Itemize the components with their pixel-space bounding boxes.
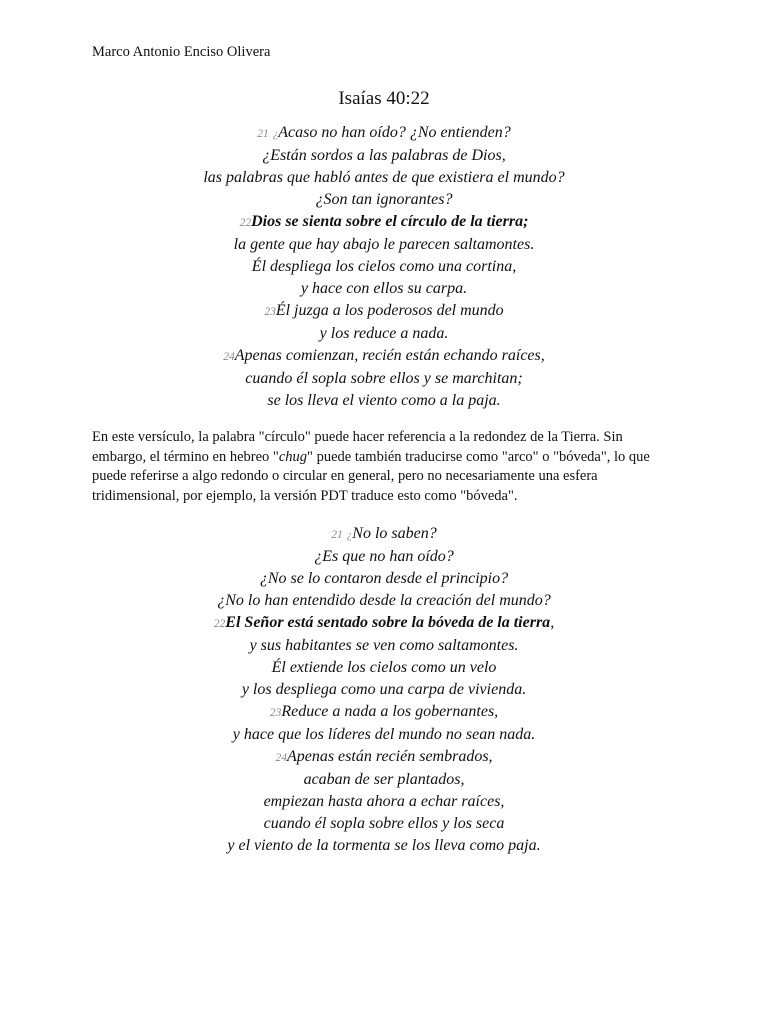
passage-2-line-1	[0, 523, 768, 546]
passage-2-line-15: y el viento de la tormenta se los lleva como paja.	[227, 837, 541, 854]
passage-2-line-5	[0, 612, 768, 635]
passage-1-line-8: y hace con ellos su carpa.	[300, 280, 468, 297]
highlighted-verse-text: Dios se sienta sobre el círculo de la tierra;	[251, 213, 529, 230]
passage-2-line-6: y sus habitantes se ven como saltamontes.	[249, 637, 519, 654]
verse-punctuation: ,	[550, 614, 555, 631]
passage-1-line-13: se los lleva el viento como a la paja.	[267, 392, 501, 409]
passage-1-line-6: la gente que hay abajo le parecen saltamontes.	[233, 236, 535, 253]
verse-text: No lo saben?	[352, 525, 437, 542]
passage-1-line-9	[0, 300, 768, 323]
passage-1-line-3: las palabras que habló antes de que existiera el mundo?	[203, 169, 565, 186]
verse-number-23: 23	[269, 707, 282, 719]
verse-number-24: 24	[223, 351, 235, 363]
author-name: Marco Antonio Enciso Olivera	[92, 44, 271, 60]
verse-text: Reduce a nada a los gobernantes,	[281, 703, 499, 720]
passage-1	[0, 122, 768, 412]
passage-1-line-1	[0, 122, 768, 145]
page-title: Isaías 40:22	[338, 88, 430, 109]
commentary-paragraph	[92, 428, 672, 506]
passage-2-line-2: ¿Es que no han oído?	[314, 548, 454, 565]
verse-number-22: 22	[213, 618, 226, 630]
passage-2-line-10: y hace que los líderes del mundo no sean nada.	[232, 726, 536, 743]
verse-text: Apenas están recién sembrados,	[286, 748, 493, 765]
passage-1-line-5	[0, 211, 768, 234]
highlighted-verse-text: El Señor está sentado sobre la bóveda de la tierra	[225, 614, 551, 631]
passage-2-line-4: ¿No lo han entendido desde la creación del mundo?	[217, 592, 551, 609]
passage-1-line-11	[0, 345, 768, 368]
passage-2-line-8: y los despliega como una carpa de vivienda.	[241, 681, 527, 698]
passage-2-line-11	[0, 746, 768, 769]
passage-2-line-14: cuando él sopla sobre ellos y los seca	[263, 815, 505, 832]
passage-2	[0, 523, 768, 857]
verse-opening-mark: ¿	[272, 128, 279, 140]
passage-2-line-13: empiezan hasta ahora a echar raíces,	[263, 793, 505, 810]
passage-1-line-7: Él despliega los cielos como una cortina,	[251, 258, 517, 275]
passage-2-line-9	[0, 701, 768, 724]
verse-text: Acaso no han oído? ¿No entienden?	[278, 124, 511, 141]
verse-number-23: 23	[264, 306, 276, 318]
verse-text: Él juzga a los poderosos del mundo	[275, 302, 504, 319]
passage-1-line-4: ¿Son tan ignorantes?	[315, 191, 453, 208]
verse-number-21: 21	[331, 529, 343, 541]
hebrew-term: chug	[278, 448, 308, 465]
verse-number-21: 21	[257, 128, 269, 140]
commentary-text-2: " puede también traducirse como "arco" o "bóveda", lo que puede referirse a algo redondo o circular en general, pero no necesariamente una esfera tridimensional, por ejemplo, la versión PDT traduce esto como "bóveda".	[92, 448, 650, 504]
passage-1-line-2: ¿Están sordos a las palabras de Dios,	[262, 147, 506, 164]
passage-2-line-7: Él extiende los cielos como un velo	[271, 659, 497, 676]
verse-number-24: 24	[275, 752, 287, 764]
verse-opening-mark: ¿	[346, 529, 353, 541]
verse-number-22: 22	[239, 217, 252, 229]
passage-2-line-12: acaban de ser plantados,	[303, 771, 465, 788]
passage-1-line-10: y los reduce a nada.	[319, 325, 449, 342]
passage-1-line-12: cuando él sopla sobre ellos y se marchitan;	[245, 370, 523, 387]
verse-text: Apenas comienzan, recién están echando raíces,	[234, 347, 545, 364]
passage-2-line-3: ¿No se lo contaron desde el principio?	[259, 570, 509, 587]
commentary-text-1: En este versículo, la palabra "círculo" puede hacer referencia a la redondez de la Tierra. Sin embargo, el término en hebreo "	[92, 429, 623, 465]
